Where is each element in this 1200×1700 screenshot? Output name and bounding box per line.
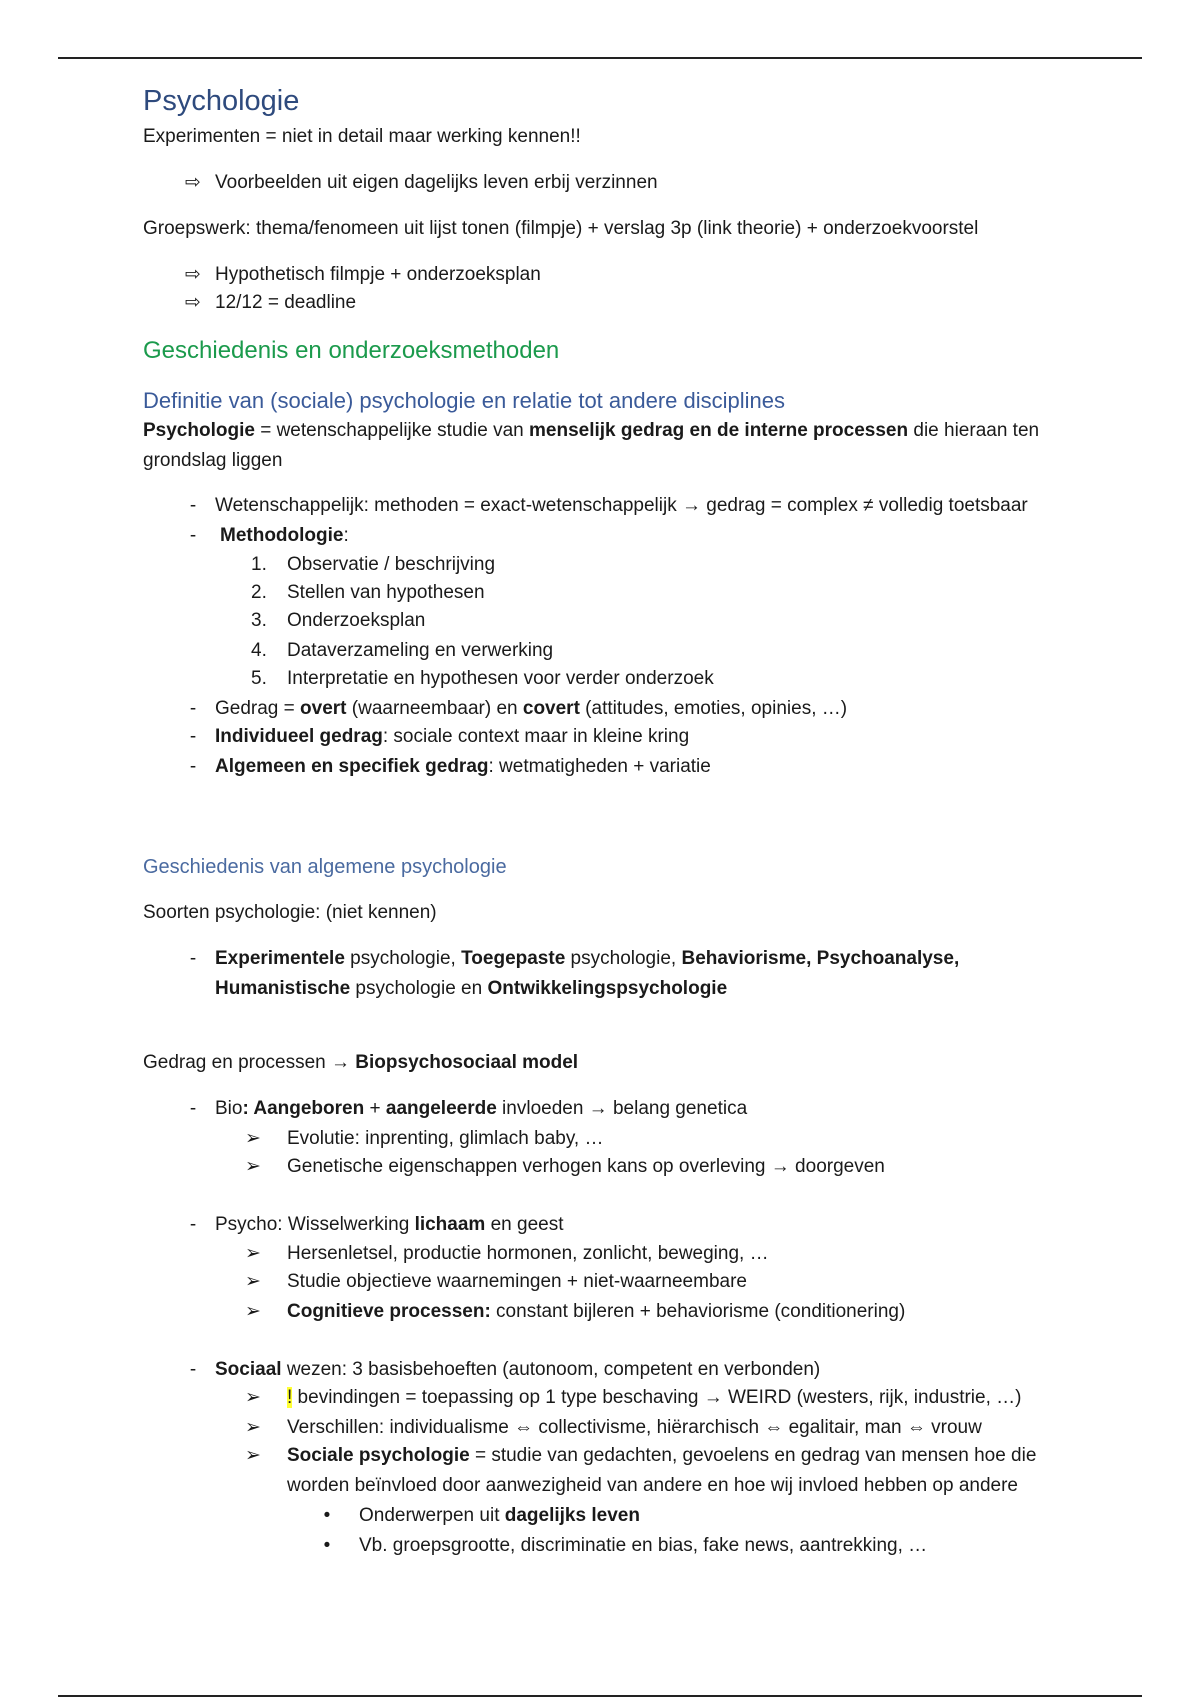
arrow-right-icon: → xyxy=(331,1052,351,1073)
page-title: Psychologie xyxy=(143,85,300,117)
list-item: - Algemeen en specifiek gedrag: wetmatigheden + variatie xyxy=(179,755,711,779)
sub-list-item: ➢ Genetische eigenschappen verhogen kans op overleving → doorgeven xyxy=(251,1155,885,1179)
list-item-continued: Humanistische psychologie en Ontwikkelingspsychologie xyxy=(215,978,728,999)
numbered-item: 5. Interpretatie en hypothesen voor verder onderzoek xyxy=(251,668,714,689)
bullet-marker: • xyxy=(323,1535,331,1556)
arrow-icon: ⇨ xyxy=(185,264,201,285)
sub-list-item: ➢ Studie objectieve waarnemingen + niet-waarneembare xyxy=(251,1270,747,1294)
list-item: - Gedrag = overt (waarneembaar) en covert (attitudes, emoties, opinies, …) xyxy=(179,697,847,721)
list-item: - Sociaal wezen: 3 basisbehoeften (autonoom, competent en verbonden) xyxy=(179,1358,820,1382)
dash-marker: - xyxy=(189,1359,197,1380)
dash-marker: - xyxy=(189,756,197,777)
bullet-item: • Onderwerpen uit dagelijks leven xyxy=(323,1504,640,1528)
dash-marker: - xyxy=(189,698,197,719)
chevron-icon: ➢ xyxy=(245,1445,261,1466)
list-item: - Methodologie: xyxy=(179,524,349,548)
section-heading: Geschiedenis en onderzoeksmethoden xyxy=(143,337,560,364)
list-item: ⇨ Voorbeelden uit eigen dagelijks leven erbij verzinnen xyxy=(179,171,658,195)
sub-list-item: ➢ Evolutie: inprenting, glimlach baby, … xyxy=(251,1127,603,1151)
chevron-icon: ➢ xyxy=(245,1301,261,1322)
bullet-item: • Vb. groepsgrootte, discriminatie en bias, fake news, aantrekking, … xyxy=(323,1534,927,1558)
bullet-marker: • xyxy=(323,1505,331,1526)
subsection-heading: Geschiedenis van algemene psychologie xyxy=(143,856,507,878)
dash-marker: - xyxy=(189,948,197,969)
list-item: - Bio: Aangeboren + aangeleerde invloeden → belang genetica xyxy=(179,1097,747,1121)
subsection-heading: Definitie van (sociale) psychologie en relatie tot andere disciplines xyxy=(143,388,786,413)
dash-marker: - xyxy=(189,525,197,546)
list-item: - Experimentele psychologie, Toegepaste psychologie, Behaviorisme, Psychoanalyse, xyxy=(179,947,959,971)
dash-marker: - xyxy=(189,495,197,516)
sub-list-item: ➢ Sociale psychologie = studie van gedachten, gevoelens en gedrag van mensen hoe die xyxy=(251,1444,1036,1468)
numbered-item: 4. Dataverzameling en verwerking xyxy=(251,640,554,661)
definition: Psychologie = wetenschappelijke studie van menselijk gedrag en de interne processen die hieraan ten xyxy=(143,420,1040,441)
intro-experiments: Experimenten = niet in detail maar werking kennen!! xyxy=(143,126,581,147)
chevron-icon: ➢ xyxy=(245,1271,261,1292)
sub-list-item: ➢ ! bevindingen = toepassing op 1 type beschaving → WEIRD (westers, rijk, industrie, …) xyxy=(251,1386,1021,1410)
sub-list-item-continued: worden beïnvloed door aanwezigheid van andere en hoe wij invloed hebben op andere xyxy=(287,1475,1018,1496)
dash-marker: - xyxy=(189,726,197,747)
top-rule xyxy=(58,57,1142,59)
chevron-icon: ➢ xyxy=(245,1243,261,1264)
list-item: - Wetenschappelijk: methoden = exact-wetenschappelijk → gedrag = complex ≠ volledig toetsbaar xyxy=(179,494,1028,518)
sub-list-item: ➢ Verschillen: individualisme ⇔ collectivisme, hiërarchisch ⇔ egalitair, man ⇔ vrouw xyxy=(251,1416,982,1440)
dash-marker: - xyxy=(189,1098,197,1119)
arrow-icon: ⇨ xyxy=(185,172,201,193)
numbered-item: 3. Onderzoeksplan xyxy=(251,610,426,631)
chevron-icon: ➢ xyxy=(245,1156,261,1177)
chevron-icon: ➢ xyxy=(245,1417,261,1438)
list-item: ⇨ Hypothetisch filmpje + onderzoeksplan xyxy=(179,263,541,287)
list-item: - Psycho: Wisselwerking lichaam en geest xyxy=(179,1213,564,1237)
chevron-icon: ➢ xyxy=(245,1128,261,1149)
bottom-rule xyxy=(58,1695,1142,1697)
numbered-item: 2. Stellen van hypothesen xyxy=(251,582,485,603)
model-line: Gedrag en processen → Biopsychosociaal model xyxy=(143,1052,579,1073)
sub-list-item: ➢ Cognitieve processen: constant bijleren + behaviorisme (conditionering) xyxy=(251,1300,905,1324)
highlight-marker: ! xyxy=(287,1387,293,1408)
chevron-icon: ➢ xyxy=(245,1387,261,1408)
intro-groupwork: Groepswerk: thema/fenomeen uit lijst tonen (filmpje) + verslag 3p (link theorie) + onderzoekvoorstel xyxy=(143,218,979,239)
list-item: - Individueel gedrag: sociale context maar in kleine kring xyxy=(179,725,689,749)
soorten-line: Soorten psychologie: (niet kennen) xyxy=(143,902,437,923)
arrow-icon: ⇨ xyxy=(185,292,201,313)
numbered-item: 1. Observatie / beschrijving xyxy=(251,554,496,575)
definition-continued: grondslag liggen xyxy=(143,450,283,471)
sub-list-item: ➢ Hersenletsel, productie hormonen, zonlicht, beweging, … xyxy=(251,1242,769,1266)
list-item: ⇨ 12/12 = deadline xyxy=(179,291,356,315)
dash-marker: - xyxy=(189,1214,197,1235)
